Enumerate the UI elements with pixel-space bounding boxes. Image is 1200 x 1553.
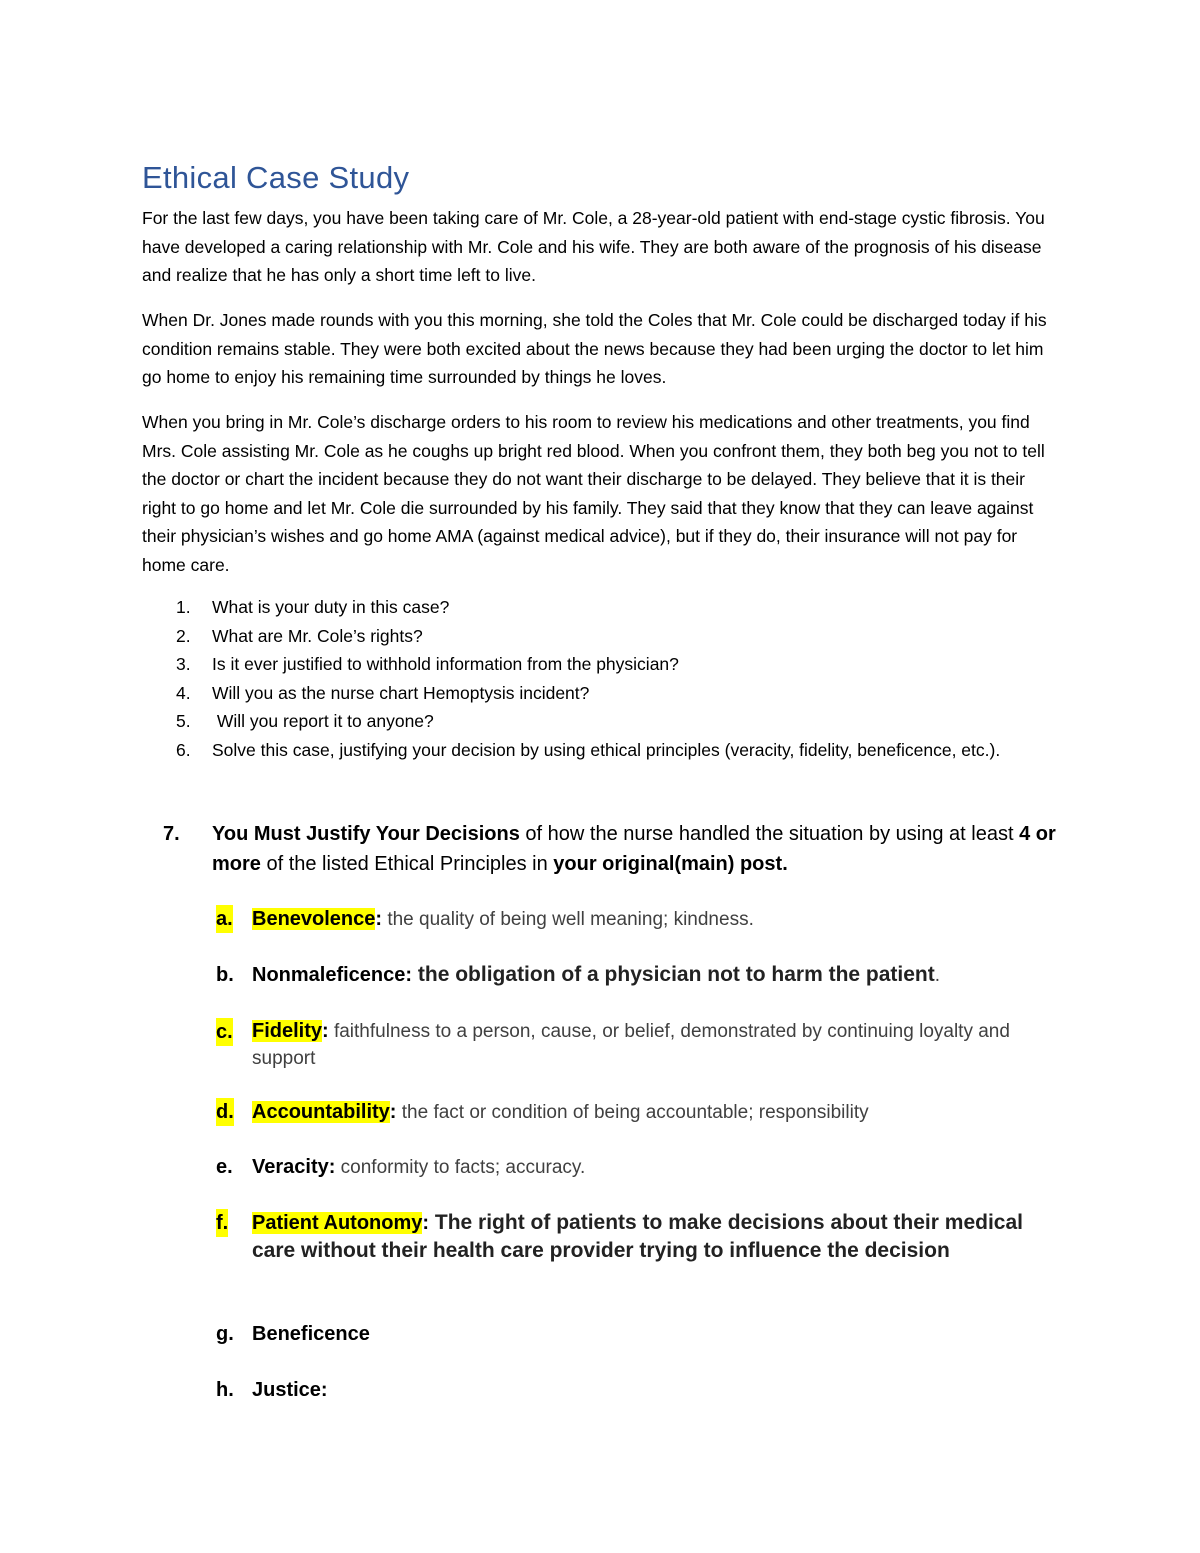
principle-letter: f. (216, 1209, 228, 1237)
principle-justice (216, 1376, 1056, 1404)
list-item (142, 679, 1072, 708)
paragraph-rounds: When Dr. Jones made rounds with you this morning, she told the Coles that Mr. Cole could be discharged today if his condition remains stable. They were both excited about the news because they had been urging the doctor to let him go home to enjoy his remaining time surrounded by things he loves. (142, 310, 1047, 387)
question-text: What are Mr. Cole’s rights? (212, 625, 423, 646)
principle-nonmaleficence (216, 961, 1056, 990)
principle-colon: : (389, 1101, 397, 1123)
principle-letter: b. (216, 964, 234, 986)
principle-definition: faithfulness to a person, cause, or belief, demonstrated by continuing loyalty and support (252, 1021, 1010, 1069)
paragraph-incident: When you bring in Mr. Cole’s discharge orders to his room to review his medications and other treatments, you find Mrs. Cole assisting Mr. Cole as he coughs up bright red blood. When you confront them, they both beg you not to tell the doctor or chart the incident because they do not want their discharge to be delayed. They believe that it is their right to go home and let Mr. Cole die surrounded by his family. They said that they know that they can leave against their physician’s wishes and go home AMA (against medical advice), but if they do, their insurance will not pay for home care. (142, 412, 1045, 575)
question-text: What is your duty in this case? (212, 597, 450, 617)
list-number: 3. (176, 654, 191, 674)
list-item (142, 736, 1072, 765)
question-text: Is it ever justified to withhold information from the physician? (212, 654, 679, 674)
principle-trail: . (934, 965, 941, 986)
q7-text: of how the nurse handled the situation by using at least (519, 823, 1020, 845)
principle-letter: c. (216, 1018, 233, 1046)
question-text: Solve this case, justifying your decision by using ethical principles (veracity, fidelity, beneficence, etc.). (212, 739, 1001, 760)
principle-beneficence (216, 1320, 1056, 1348)
page-title: Ethical Case Study (142, 160, 410, 195)
principle-accountability (216, 1098, 1056, 1127)
principle-veracity (216, 1153, 1056, 1182)
q7-text: of the listed Ethical Principles in (260, 853, 554, 875)
principle-term: Justice: (252, 1379, 328, 1401)
question-text: Will you report it to anyone? (212, 711, 434, 731)
principle-colon: : (375, 908, 383, 930)
list-item (142, 593, 1072, 622)
q7-emphasis: You Must Justify Your Decisions (212, 823, 520, 845)
list-number: 2. (176, 625, 191, 646)
principle-patient-autonomy (216, 1209, 1056, 1265)
principle-term: Benevolence (252, 908, 376, 930)
principle-term: Beneficence (252, 1323, 370, 1345)
principle-term: Patient Autonomy (252, 1212, 423, 1234)
principle-term: Accountability (252, 1101, 390, 1123)
principle-definition: The right of patients to make decisions about their medical care without their health care provider trying to influence the decision (252, 1211, 1023, 1262)
principle-colon: : (322, 1020, 329, 1042)
principle-colon: : (422, 1212, 430, 1234)
question-text: Will you as the nurse chart Hemoptysis incident? (212, 682, 590, 703)
principle-letter: h. (216, 1379, 234, 1401)
principle-definition: the quality of being well meaning; kindness. (382, 909, 754, 930)
list-item (142, 622, 1072, 651)
q7-text: . (782, 853, 788, 875)
principle-benevolence (216, 905, 1056, 934)
principle-term: Veracity: (252, 1156, 336, 1178)
principle-letter: e. (216, 1156, 233, 1178)
list-item (142, 707, 1072, 736)
list-item (142, 650, 1072, 679)
question-7 (142, 819, 1072, 879)
list-number: 7. (163, 823, 180, 845)
principle-definition: the fact or condition of being accountable; responsibility (396, 1102, 869, 1123)
q7-emphasis: 4 or more (212, 823, 1056, 875)
question-list (142, 593, 1072, 764)
principle-fidelity (216, 1018, 1056, 1072)
principle-definition: conformity to facts; accuracy. (335, 1157, 586, 1178)
paragraph-intro: For the last few days, you have been taking care of Mr. Cole, a 28-year-old patient with end-stage cystic fibrosis. You have developed a caring relationship with Mr. Cole and his wife. They are both aware of the prognosis of his disease and realize that he has only a short time left to live. (142, 208, 1045, 285)
list-number: 5. (176, 711, 191, 731)
q7-emphasis: your original(main) post (553, 853, 783, 875)
principle-letter: a. (216, 905, 233, 933)
question-7-text (212, 819, 1072, 879)
list-number: 1. (176, 597, 191, 617)
principle-letter: d. (216, 1098, 234, 1126)
principle-term: Fidelity (252, 1020, 323, 1042)
list-number: 4. (176, 682, 191, 703)
principle-term: Nonmaleficence: (252, 964, 413, 986)
list-number: 6. (176, 739, 191, 760)
principle-definition: the obligation of a physician not to harm the patient (412, 963, 935, 986)
principle-letter: g. (216, 1323, 234, 1345)
